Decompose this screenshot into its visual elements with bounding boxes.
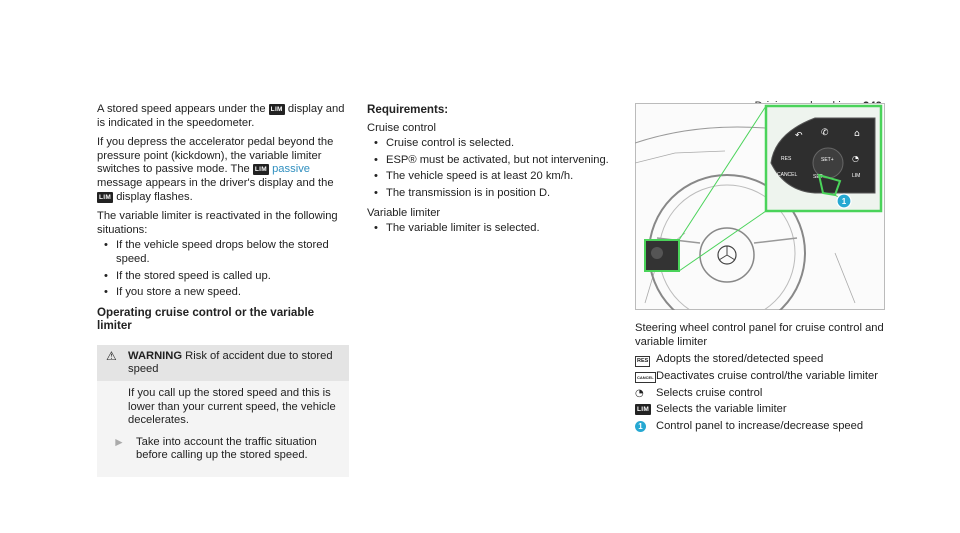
list-item: • The variable limiter is selected. bbox=[367, 222, 622, 236]
right-column bbox=[635, 103, 885, 437]
cruise-control-icon: ◔ bbox=[852, 154, 859, 163]
list-item: • If the vehicle speed drops below the stored speed. bbox=[97, 239, 349, 266]
legend-item-lim: LIM Selects the variable limiter bbox=[637, 403, 787, 416]
legend-item-res: RES Adopts the stored/detected speed bbox=[637, 353, 824, 366]
list-item: • Cruise control is selected. bbox=[367, 137, 622, 151]
paragraph-kickdown: If you depress the accelerator pedal beyond the pressure point (kickdown), the variable limiter switches to passive mode. The LIM passive message appears in the driver's display and the LIM display flashes. bbox=[97, 136, 334, 203]
warning-triangle-icon: ⚠ bbox=[106, 348, 117, 363]
middle-column bbox=[367, 103, 622, 242]
steering-wheel-illustration bbox=[635, 103, 885, 310]
variable-limiter-label: Variable limiter bbox=[367, 206, 441, 219]
callout-number: 1 bbox=[841, 197, 847, 206]
list-item: • If you store a new speed. bbox=[97, 286, 349, 300]
cancel-label: CANCEL bbox=[777, 172, 798, 178]
paragraph-stored-speed: A stored speed appears under the LIM display and is indicated in the speedometer. bbox=[97, 103, 345, 129]
lim-key-icon: LIM bbox=[270, 106, 283, 113]
passive-message: passive bbox=[272, 163, 311, 176]
callout-number-icon: 1 bbox=[635, 421, 646, 432]
warning-text: If you call up the stored speed and this is lower than your current speed, the vehicle decelerates. bbox=[128, 386, 336, 427]
warning-box bbox=[97, 345, 349, 477]
list-item: • If the stored speed is called up. bbox=[97, 270, 349, 284]
warning-tip: ► Take into account the traffic situation before calling up the stored speed. bbox=[113, 434, 317, 462]
warning-header: ⚠ WARNING Risk of accident due to stored speed bbox=[97, 345, 349, 381]
legend-item-cruise: ◔ Selects cruise control bbox=[635, 386, 763, 399]
set-plus-label: SET+ bbox=[821, 157, 834, 163]
list-item: • The transmission is in position D. bbox=[367, 187, 622, 201]
lim-label: LIM bbox=[852, 173, 861, 179]
figure-caption: Steering wheel control panel for cruise control and variable limiter bbox=[635, 322, 884, 348]
legend-item-cancel: CANCEL Deactivates cruise control/the variable limiter bbox=[637, 370, 878, 383]
list-item: • The vehicle speed is at least 20 km/h. bbox=[367, 170, 622, 184]
warning-title: WARNING bbox=[128, 349, 183, 362]
legend-item-control-panel: 1 Control panel to increase/decrease speed bbox=[635, 420, 885, 434]
arrow-right-icon: ► bbox=[113, 434, 125, 449]
set-minus-label: SET- bbox=[813, 174, 825, 180]
limiter-requirements-list bbox=[367, 222, 622, 236]
cruise-requirements-list bbox=[367, 137, 622, 200]
lim-key-icon: LIM bbox=[637, 406, 650, 414]
paragraph-reactivated: The variable limiter is reactivated in the following situations: bbox=[97, 210, 338, 236]
section-heading: Operating cruise control or the variable limiter bbox=[97, 305, 315, 333]
back-arrow-icon: ↶ bbox=[795, 131, 803, 141]
requirements-heading: Requirements: bbox=[367, 103, 449, 116]
lim-key-icon: LIM bbox=[99, 193, 112, 201]
steering-wheel-figure bbox=[635, 103, 885, 310]
phone-icon: ✆ bbox=[821, 128, 829, 138]
cruise-control-label: Cruise control bbox=[367, 121, 437, 134]
cancel-button-icon: CANCEL bbox=[635, 372, 656, 383]
home-icon: ⌂ bbox=[854, 129, 860, 139]
res-button-icon: RES bbox=[635, 356, 650, 367]
warning-body bbox=[97, 381, 349, 477]
list-item: • ESP® must be activated, but not intervening. bbox=[367, 154, 622, 168]
left-column bbox=[97, 103, 349, 477]
lim-key-icon: LIM bbox=[254, 166, 267, 174]
reactivation-list bbox=[97, 239, 349, 299]
res-label: RES bbox=[781, 156, 792, 162]
cruise-control-icon: ◔ bbox=[635, 387, 644, 399]
